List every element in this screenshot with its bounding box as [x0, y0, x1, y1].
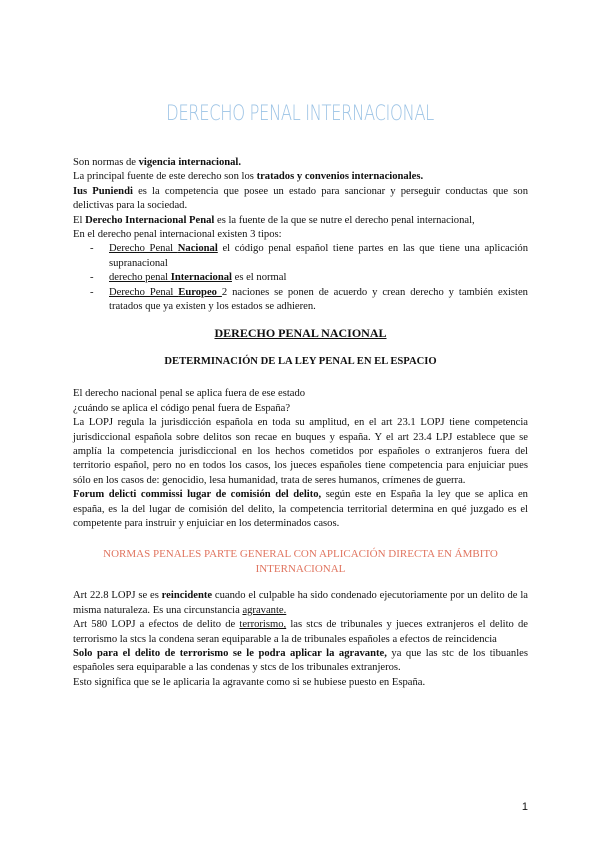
- intro-paragraph: [73, 214, 528, 228]
- bold-text: Internacional: [170, 272, 232, 284]
- section-heading-normas: NORMAS PENALES PARTE GENERAL CON APLICACIÓN DIRECTA EN ÁMBITO INTERNACIONAL: [103, 548, 498, 576]
- bold-text: Forum delicti commissi lugar de comisión del delito,: [73, 489, 322, 501]
- bold-text: Ius Puniendi: [73, 185, 133, 197]
- bold-text: vigencia internacional.: [138, 157, 242, 168]
- dash: -: [90, 243, 94, 255]
- text: según este en España la ley que se aplica en españa, es la del lugar de comisión del delito, la competencia territorial determina en qué juzgado es el competente para instruir y enjuiciar en los determinados casos.: [73, 489, 528, 529]
- text: cuando el culpable ha sido condenado ejecutoriamente por un delito de la misma naturaleza. Es una circunstancia: [73, 590, 528, 616]
- text: Derecho Penal: [109, 286, 179, 298]
- item-label: [109, 272, 232, 283]
- text: es la competencia que posee un estado para sancionar y perseguir conductas que son delictivas para la sociedad.: [73, 185, 528, 212]
- list-item: [73, 286, 528, 315]
- intro-paragraph: [73, 170, 528, 184]
- paragraph: [73, 647, 528, 676]
- types-list: [73, 242, 528, 314]
- underlined-text: terrorismo,: [239, 619, 287, 631]
- bold-text: Europeo: [178, 286, 222, 298]
- paragraph: Esto significa que se le aplicaria la agravante como si se hubiese puesto en España.: [73, 676, 426, 688]
- text: el código penal español tiene partes en las que tiene una aplicación supranacional: [109, 243, 528, 269]
- text: Art 580 LOPJ a efectos de delito de: [73, 619, 240, 631]
- underlined-text: agravante.: [242, 604, 287, 616]
- page-number: 1: [521, 801, 528, 813]
- text: El: [73, 214, 86, 226]
- bold-text: reincidente: [161, 590, 213, 602]
- text: derecho penal: [109, 272, 171, 284]
- dash: -: [90, 286, 94, 298]
- bold-text: Nacional: [177, 243, 218, 255]
- paragraph: [73, 589, 528, 618]
- text: las stcs de tribunales y jueces extranjeros el delito de terrorismo la stcs la condena seran equiparable a la de tribunales españoles a efectos de reincidencia: [73, 619, 528, 645]
- paragraph: La LOPJ regula la jurisdicción española en toda su amplitud, en el art 23.1 LOPJ tiene competencia jurisdiccional española sobre delitos son recae en buques y españa. Y el art 23.4 LPJ establece que se amplía la competencia jurisdiccional en los hechos cometidos por españoles o extranjeros fuera del territorio español, pero no en todos los casos, los jueces españoles tiene competencia para enjuiciar pues sólo en los casos de: genocidio, lesa humanidad, trata de seres humanos, crímenes de guerra.: [73, 417, 528, 486]
- item-label: [109, 287, 222, 298]
- intro-paragraph: [73, 185, 528, 214]
- text: Son normas de: [73, 157, 139, 168]
- section-heading-nacional: DERECHO PENAL NACIONAL: [214, 326, 387, 341]
- text: Derecho Penal: [109, 243, 178, 255]
- item-label: [109, 243, 218, 254]
- bold-text: tratados y convenios internacionales.: [256, 171, 424, 183]
- document-title: DERECHO PENAL INTERNACIONAL: [166, 101, 434, 125]
- text: es la fuente de la que se nutre el derecho penal internacional,: [214, 214, 475, 226]
- section-heading-espacio: DETERMINACIÓN DE LA LEY PENAL EN EL ESPACIO: [164, 355, 437, 367]
- text: La principal fuente de este derecho son los: [73, 171, 257, 183]
- intro-paragraph: [73, 156, 528, 170]
- text: es el normal: [231, 272, 287, 284]
- paragraph: [73, 488, 528, 531]
- paragraph: ¿cuándo se aplica el código penal fuera de España?: [73, 402, 291, 414]
- text: 2 naciones se ponen de acuerdo y crean derecho y también existen tratados que ya existen y los estados se adhieren.: [109, 286, 528, 313]
- list-item: [73, 271, 528, 285]
- list-item: [73, 242, 528, 271]
- bold-text: Derecho Internacional Penal: [85, 214, 215, 226]
- text: Art 22.8 LOPJ se es: [73, 590, 162, 602]
- intro-paragraph: En el derecho penal internacional existen 3 tipos:: [73, 229, 282, 241]
- paragraph: El derecho nacional penal se aplica fuera de ese estado: [73, 388, 306, 400]
- paragraph: [73, 618, 528, 647]
- document-body: [73, 156, 528, 690]
- text: ya que las stc de los tibuanles españoles sera equiparable a las condenas y stcs de los tribunales extranjeros.: [73, 647, 528, 674]
- bold-text: Solo para el delito de terrorismo se le podra aplicar la agravante,: [73, 647, 392, 659]
- dash: -: [90, 272, 94, 284]
